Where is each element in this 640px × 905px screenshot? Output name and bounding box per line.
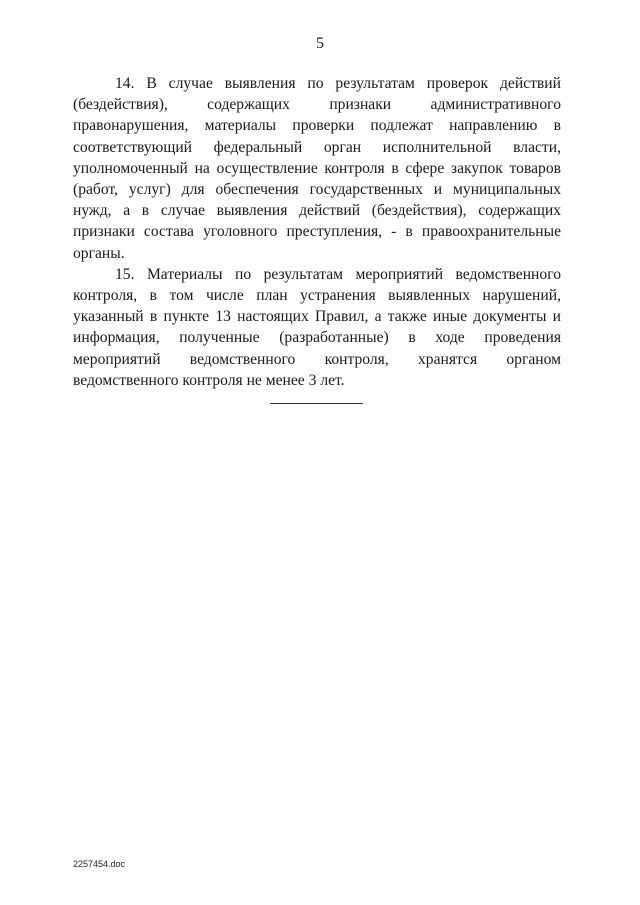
- page-number: 5: [316, 35, 324, 52]
- end-separator-line: [270, 403, 363, 404]
- footer-document-id: 2257454.doc: [73, 859, 126, 869]
- paragraph-15: 15. Материалы по результатам мероприятий ведомственного контроля, в том числе план устранения выявленных нарушений, указанный в пункте 13 настоящих Правил, а также иные документы и информация, полученные (разработанные) в ходе проведения мероприятий ведомственного контроля, хранятся органом ведомственного контроля не менее 3 лет.: [73, 265, 561, 389]
- document-body: [73, 73, 561, 391]
- paragraph-14: 14. В случае выявления по результатам проверок действий (бездействия), содержащих признаки административного правонарушения, материалы проверки подлежат направлению в соответствующий федеральный орган исполнительной власти, уполномоченный на осуществление контроля в сфере закупок товаров (работ, услуг) для обеспечения государственных и муниципальных нужд, а в случае выявления действий (бездействия), содержащих признаки состава уголовного преступления, - в правоохранительные органы.: [73, 75, 561, 262]
